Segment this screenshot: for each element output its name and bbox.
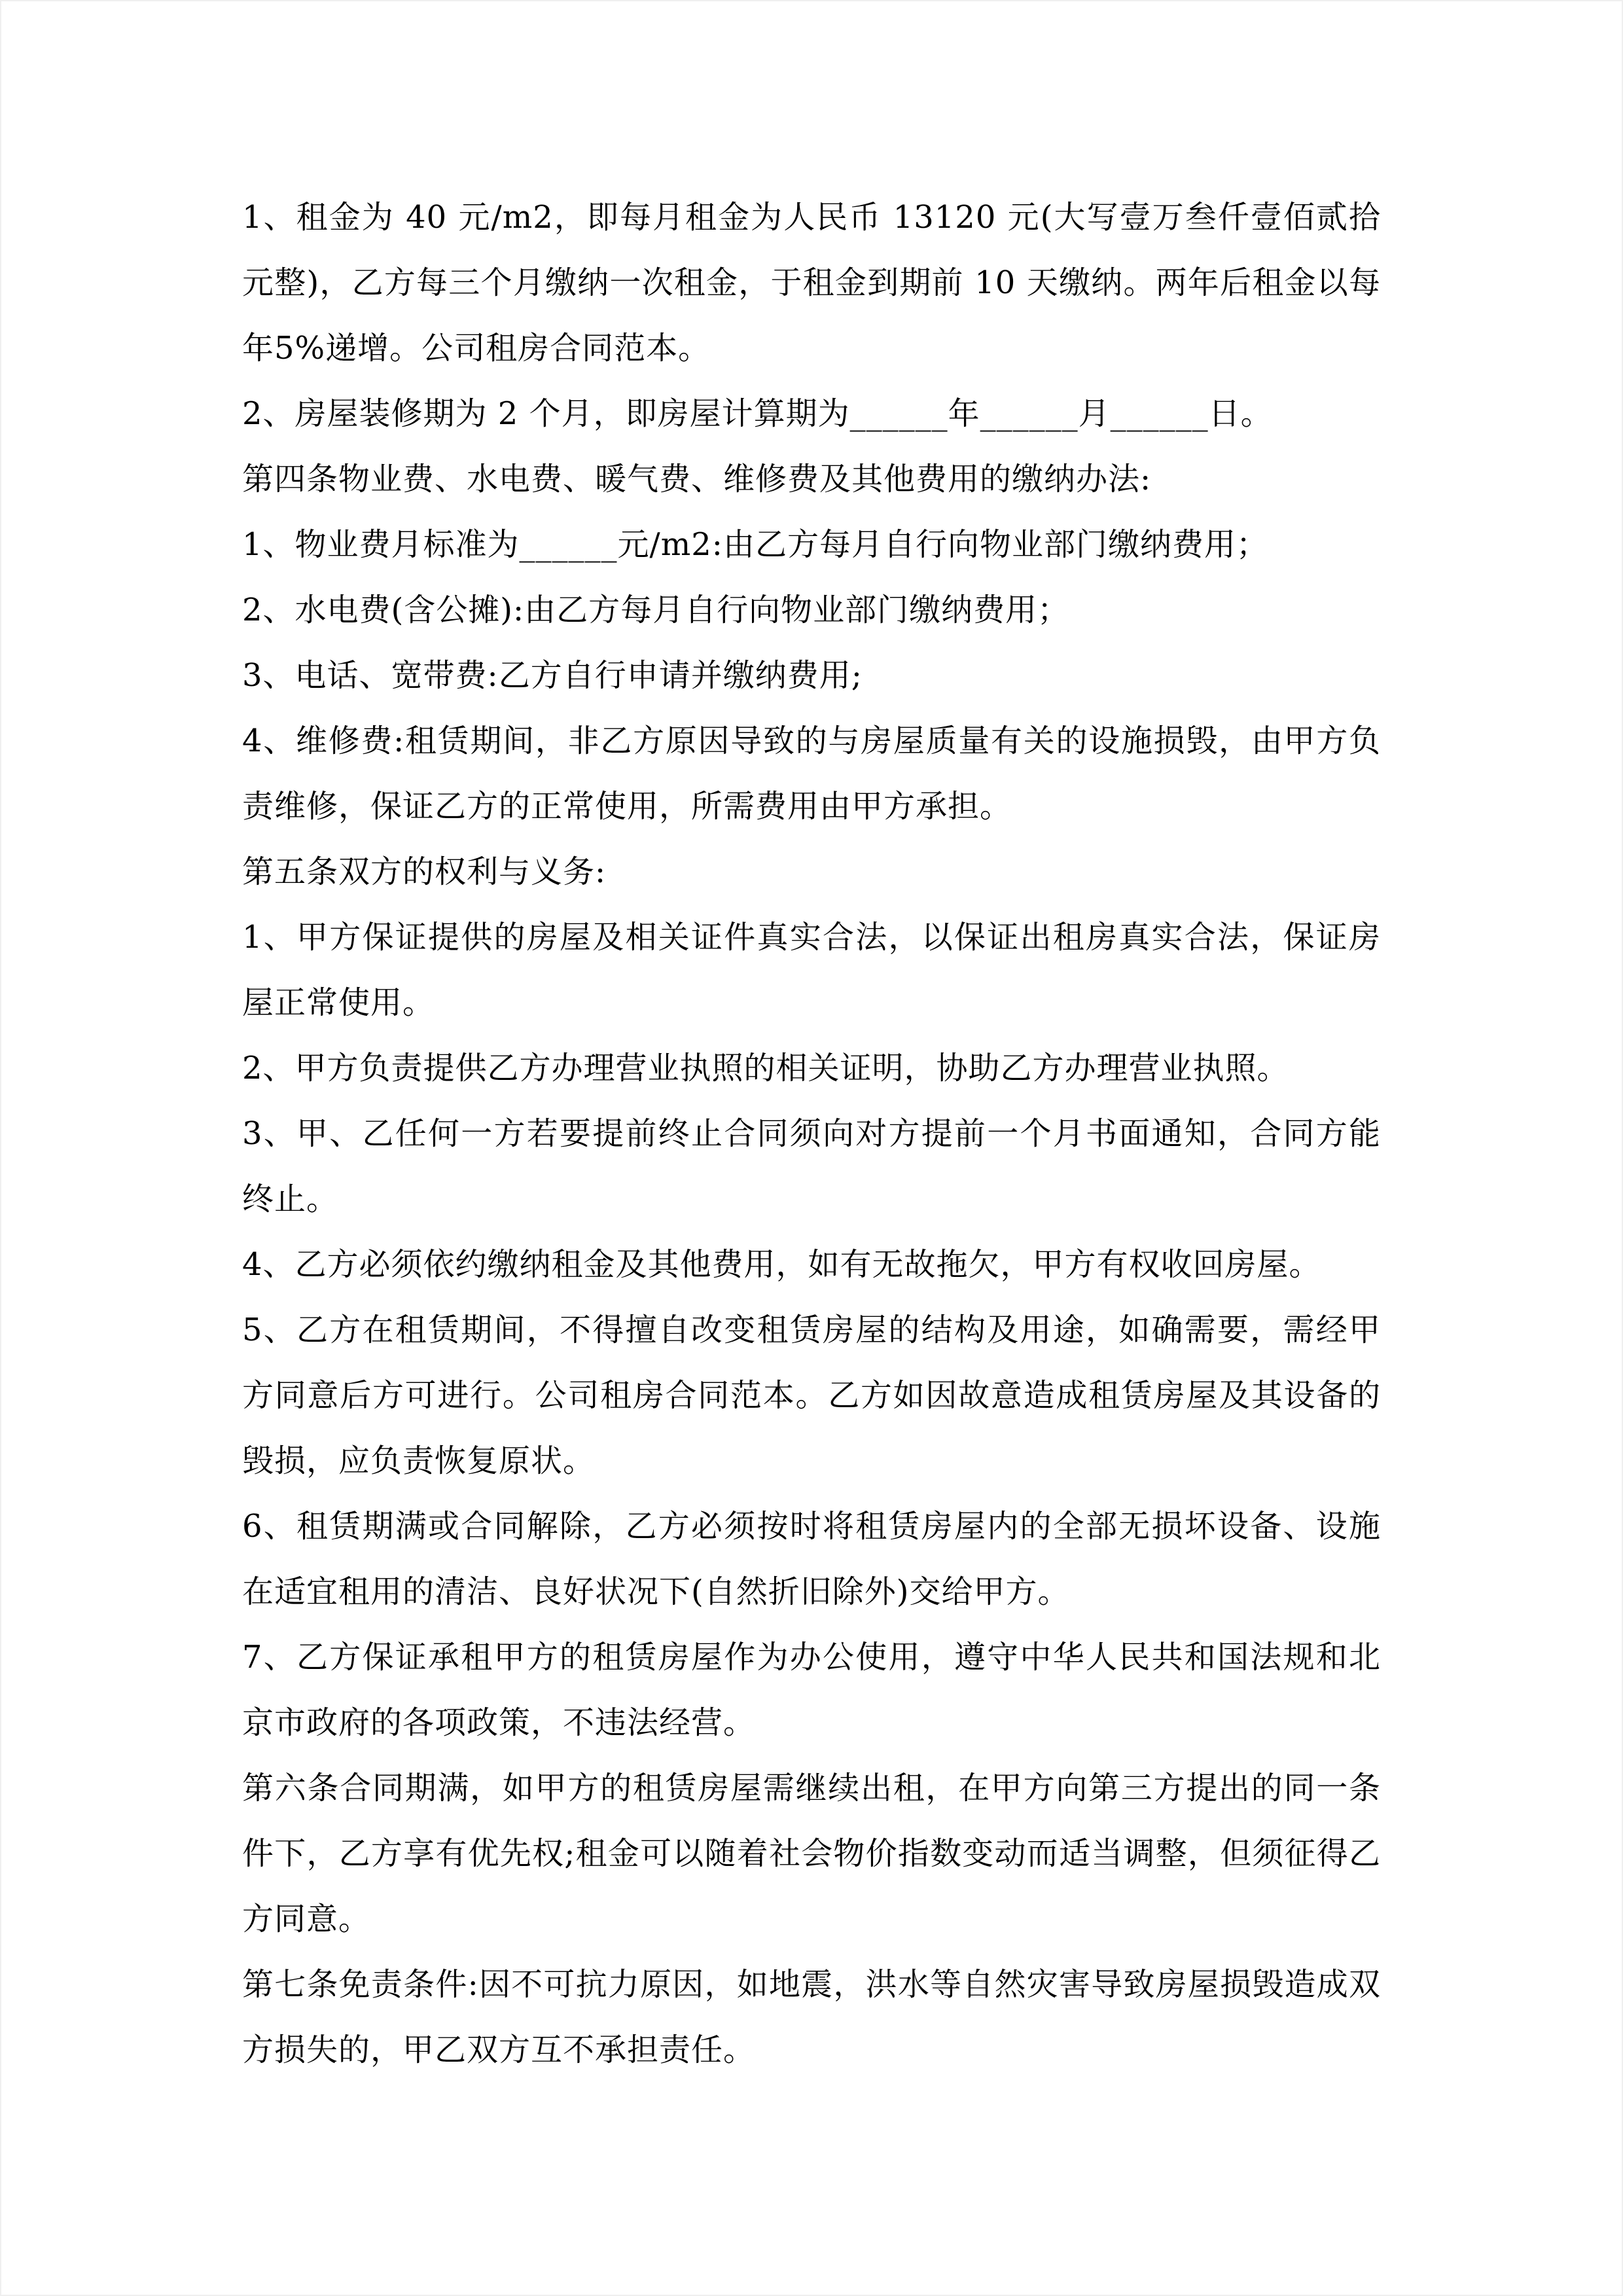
paragraph-rent-amount: 1、租金为 40 元/m2，即每月租金为人民币 13120 元(大写壹万叁仟壹佰贰拾元整)，乙方每三个月缴纳一次租金，于租金到期前 10 天缴纳。两年后租金以每年5%递增。公司租房合同范本。: [242, 199, 1381, 367]
paragraph-clause5-item6: 6、租赁期满或合同解除，乙方必须按时将租赁房屋内的全部无损坏设备、设施在适宜租用的清洁、良好状况下(自然折旧除外)交给甲方。: [242, 1508, 1381, 1610]
paragraph-utilities-fee: 2、水电费(含公摊):由乙方每月自行向物业部门缴纳费用；: [242, 592, 1070, 628]
paragraph-renovation-period: 2、房屋装修期为 2 个月，即房屋计算期为______年______月______日。: [242, 395, 1273, 432]
paragraph-clause4-heading: 第四条物业费、水电费、暖气费、维修费及其他费用的缴纳办法:: [242, 461, 1152, 497]
paragraph-clause5-heading: 第五条双方的权利与义务:: [242, 853, 607, 890]
paragraph-clause5-item4: 4、乙方必须依约缴纳租金及其他费用，如有无故拖欠，甲方有权收回房屋。: [242, 1246, 1321, 1283]
paragraph-property-fee: 1、物业费月标准为______元/m2:由乙方每月自行向物业部门缴纳费用；: [242, 526, 1268, 563]
paragraph-clause5-item2: 2、甲方负责提供乙方办理营业执照的相关证明，协助乙方办理营业执照。: [242, 1050, 1289, 1086]
paragraph-clause5-item7: 7、乙方保证承租甲方的租赁房屋作为办公使用，遵守中华人民共和国法规和北京市政府的各项政策，不违法经营。: [242, 1639, 1381, 1741]
paragraph-clause5-item1: 1、甲方保证提供的房屋及相关证件真实合法，以保证出租房真实合法，保证房屋正常使用。: [242, 919, 1381, 1021]
paragraph-maintenance-fee: 4、维修费:租赁期间，非乙方原因导致的与房屋质量有关的设施损毁，由甲方负责维修，保证乙方的正常使用，所需费用由甲方承担。: [242, 723, 1381, 825]
paragraph-clause5-item3: 3、甲、乙任何一方若要提前终止合同须向对方提前一个月书面通知，合同方能终止。: [242, 1115, 1381, 1217]
paragraph-clause5-item5: 5、乙方在租赁期间，不得擅自改变租赁房屋的结构及用途，如确需要，需经甲方同意后方可进行。公司租房合同范本。乙方如因故意造成租赁房屋及其设备的毁损，应负责恢复原状。: [242, 1312, 1381, 1479]
paragraph-phone-broadband-fee: 3、电话、宽带费:乙方自行申请并缴纳费用;: [242, 657, 863, 694]
paragraph-clause6: 第六条合同期满，如甲方的租赁房屋需继续出租，在甲方向第三方提出的同一条件下，乙方享有优先权;租金可以随着社会物价指数变动而适当调整，但须征得乙方同意。: [242, 1770, 1381, 1937]
contract-body: [242, 185, 1381, 2083]
paragraph-clause7: 第七条免责条件:因不可抗力原因，如地震，洪水等自然灾害导致房屋损毁造成双方损失的，甲乙双方互不承担责任。: [242, 1966, 1381, 2068]
